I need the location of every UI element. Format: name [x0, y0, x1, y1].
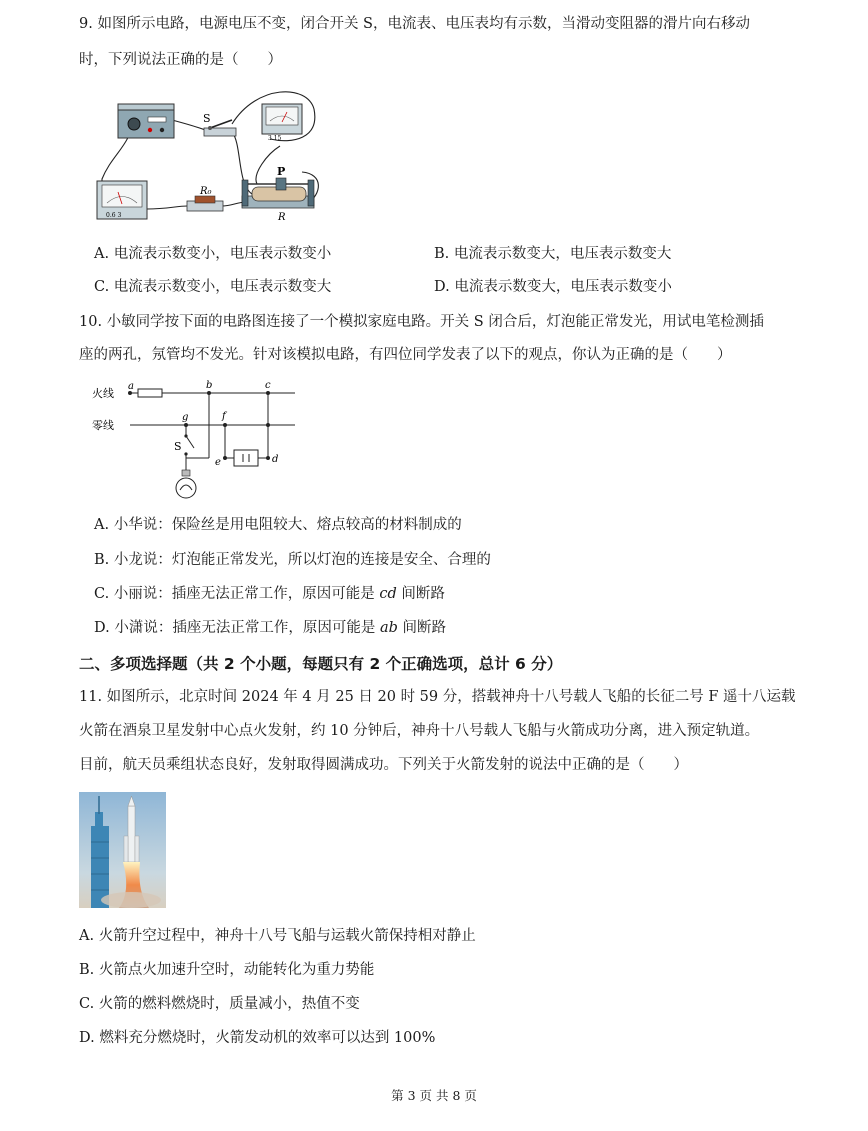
q11-stem-line3: 目前，航天员乘组状态良好，发射取得圆满成功。下列关于火箭发射的说法中正确的是（ ）: [79, 757, 688, 773]
q9-option-b[interactable]: B. 电流表示数变大，电压表示数变大: [434, 246, 672, 262]
q10-option-c[interactable]: C. 小丽说：插座无法正常工作，原因可能是 cd 间断路: [94, 586, 445, 602]
q10-stem-line1: 10. 小敏同学按下面的电路图连接了一个模拟家庭电路。开关 S 闭合后，灯泡能正常发光，用试电笔检测插: [79, 314, 764, 330]
q11-option-d[interactable]: D. 燃料充分燃烧时，火箭发动机的效率可以达到 100%: [79, 1030, 436, 1046]
switch-s: [203, 112, 236, 136]
r0-label: R₀: [200, 186, 212, 197]
live-wire-label: 火线: [92, 387, 114, 400]
point-g: g: [182, 412, 189, 423]
power-supply: [118, 104, 174, 138]
q9-circuit-figure: [92, 84, 324, 230]
voltmeter-range: 3 15: [268, 135, 282, 142]
section2-title: 二、多项选择题（共 2 个小题，每题只有 2 个正确选项，总计 6 分）: [79, 655, 563, 673]
q11-stem-line2: 火箭在酒泉卫星发射中心点火发射，约 10 分钟后，神舟十八号载人飞船与火箭成功分离，进入预定轨道。: [79, 723, 760, 739]
q10-household-circuit-diagram: [90, 378, 300, 504]
r-label: R: [278, 212, 286, 223]
switch-label: S: [203, 112, 211, 125]
point-d: d: [272, 454, 279, 465]
point-f: f: [222, 411, 226, 422]
voltmeter: [262, 104, 302, 142]
switch-s-label: S: [174, 440, 182, 453]
resistor-r0: [187, 186, 223, 211]
ammeter-range: 0.6 3: [106, 212, 122, 219]
q11-option-a[interactable]: A. 火箭升空过程中，神舟十八号飞船与运载火箭保持相对静止: [79, 928, 476, 944]
q11-option-b[interactable]: B. 火箭点火加速升空时，动能转化为重力势能: [79, 962, 375, 978]
ammeter: [97, 181, 147, 219]
page-footer: 第 3 页 共 8 页: [391, 1088, 477, 1103]
point-a: a: [128, 381, 134, 392]
point-e: e: [215, 457, 221, 468]
point-b: b: [206, 380, 213, 391]
q11-option-c[interactable]: C. 火箭的燃料燃烧时，质量减小，热值不变: [79, 996, 360, 1012]
q9-stem-line2: 时，下列说法正确的是（ ）: [79, 52, 282, 68]
q10-option-d[interactable]: D. 小潇说：插座无法正常工作，原因可能是 ab 间断路: [94, 620, 446, 636]
neutral-wire-label: 零线: [92, 419, 114, 432]
slide-rheostat: [242, 165, 314, 223]
q10-option-b[interactable]: B. 小龙说：灯泡能正常发光，所以灯泡的连接是安全、合理的: [94, 552, 491, 568]
fuse: [138, 389, 162, 397]
q11-stem-line1: 11. 如图所示，北京时间 2024 年 4 月 25 日 20 时 59 分，搭载神舟十八号载人飞船的长征二号 F 遥十八运载: [79, 689, 796, 705]
q9-stem-line1: 9. 如图所示电路，电源电压不变，闭合开关 S，电流表、电压表均有示数，当滑动变阻器的滑片向右移动: [79, 16, 750, 32]
q9-option-d[interactable]: D. 电流表示数变大，电压表示数变小: [434, 279, 672, 295]
q10-stem-line2: 座的两孔，氖管均不发光。针对该模拟电路，有四位同学发表了以下的观点，你认为正确的是（ ）: [79, 347, 732, 363]
q9-option-a[interactable]: A. 电流表示数变小，电压表示数变小: [94, 246, 332, 262]
q9-option-c[interactable]: C. 电流表示数变小，电压表示数变大: [94, 279, 332, 295]
slider-label: P: [277, 165, 286, 178]
q10-option-a[interactable]: A. 小华说：保险丝是用电阻较大、熔点较高的材料制成的: [94, 517, 462, 533]
point-c: c: [265, 380, 271, 391]
rocket-launch-photo: [79, 792, 166, 908]
